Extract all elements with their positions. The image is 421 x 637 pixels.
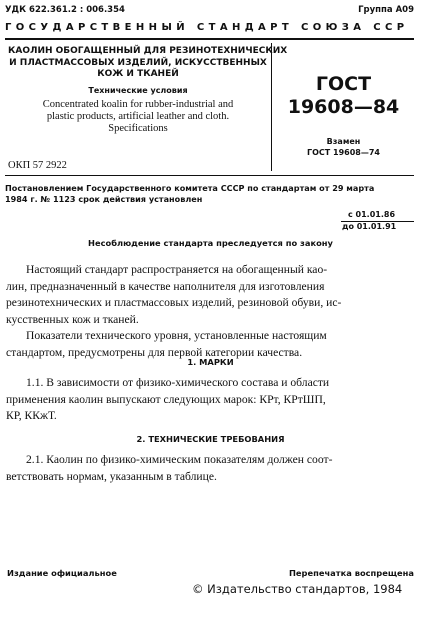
title-en-line: Concentrated koalin for rubber-industrial and: [42, 99, 234, 110]
decree-text: [5, 183, 374, 205]
title-ru-line: КАОЛИН ОБОГАЩЕННЫЙ ДЛЯ РЕЗИНОТЕХНИЧЕСКИХ: [8, 46, 288, 56]
title-ru: [8, 46, 288, 81]
reprint-notice: Перепечатка воспрещена: [288, 568, 414, 578]
decree-line: 1984 г. № 1123 срок действия установлен: [5, 194, 203, 204]
section2-line: 2.1. Каолин по физико-химическим показателям должен соот-: [26, 453, 333, 466]
section1-line: КР, ККжТ.: [6, 409, 57, 423]
intro-paragraph: [6, 262, 415, 362]
section1-text: [6, 375, 415, 425]
section2-heading: 2. ТЕХНИЧЕСКИЕ ТРЕБОВАНИЯ: [136, 434, 285, 444]
intro-line: резинотехнических и пластмассовых изделий, резиновой обуви, ис-: [6, 296, 342, 310]
group-code: Группа А09: [358, 5, 414, 15]
header-rule: [5, 38, 414, 40]
decree-line: Постановлением Государственного комитета СССР по стандартам от 29 марта: [5, 183, 375, 193]
title-en-line: Specifications: [108, 123, 168, 134]
title-en: [8, 99, 268, 135]
intro-line: кусственных кож и тканей.: [6, 312, 139, 326]
section1-line: применения каолин выпускают следующих марок: КРт, КРтШП,: [6, 392, 326, 406]
gost-label: ГОСТ: [315, 73, 372, 95]
title-ru-line: И ПЛАСТМАССОВЫХ ИЗДЕЛИЙ, ИСКУССТВЕННЫХ: [9, 57, 267, 68]
title-en-line: plastic products, artificial leather and cloth.: [46, 111, 230, 122]
intro-line: лин, предназначенный в качестве наполнителя для изготовления: [6, 279, 325, 293]
title-rule: [5, 175, 414, 176]
validity-rule: [341, 221, 414, 222]
replaces-value: ГОСТ 19608—74: [307, 148, 380, 157]
intro-line: Показатели технического уровня, установленные настоящим: [26, 329, 327, 343]
title-ru-line: КОЖ И ТКАНЕЙ: [97, 69, 179, 80]
title-subtitle: Технические условия: [88, 86, 188, 95]
law-warning: Несоблюдение стандарта преследуется по закону: [88, 238, 333, 248]
section2-line: ветствовать нормам, указанным в таблице.: [6, 469, 217, 483]
official-edition: Издание официальное: [7, 568, 117, 578]
valid-until: до 01.01.91: [342, 222, 397, 231]
section1-line: 1.1. В зависимости от физико-химического состава и области: [26, 376, 330, 389]
replaces-label: Взамен: [326, 137, 361, 146]
copyright: © Издательство стандартов, 1984: [192, 582, 403, 596]
okp-code: ОКП 57 2922: [8, 160, 67, 171]
gost-number: 19608—84: [287, 96, 400, 118]
section2-text: [6, 452, 415, 485]
intro-line: Настоящий стандарт распространяется на обогащенный као-: [26, 263, 328, 276]
udk-code: УДК 622.361.2 : 006.354: [5, 5, 125, 15]
section1-heading: 1. МАРКИ: [187, 357, 234, 367]
valid-from: с 01.01.86: [348, 210, 396, 219]
intro-line: стандартом, предусмотрены для первой категории качества.: [6, 345, 303, 359]
standard-banner: ГОСУДАРСТВЕННЫЙ СТАНДАРТ СОЮЗА ССР: [5, 22, 409, 33]
